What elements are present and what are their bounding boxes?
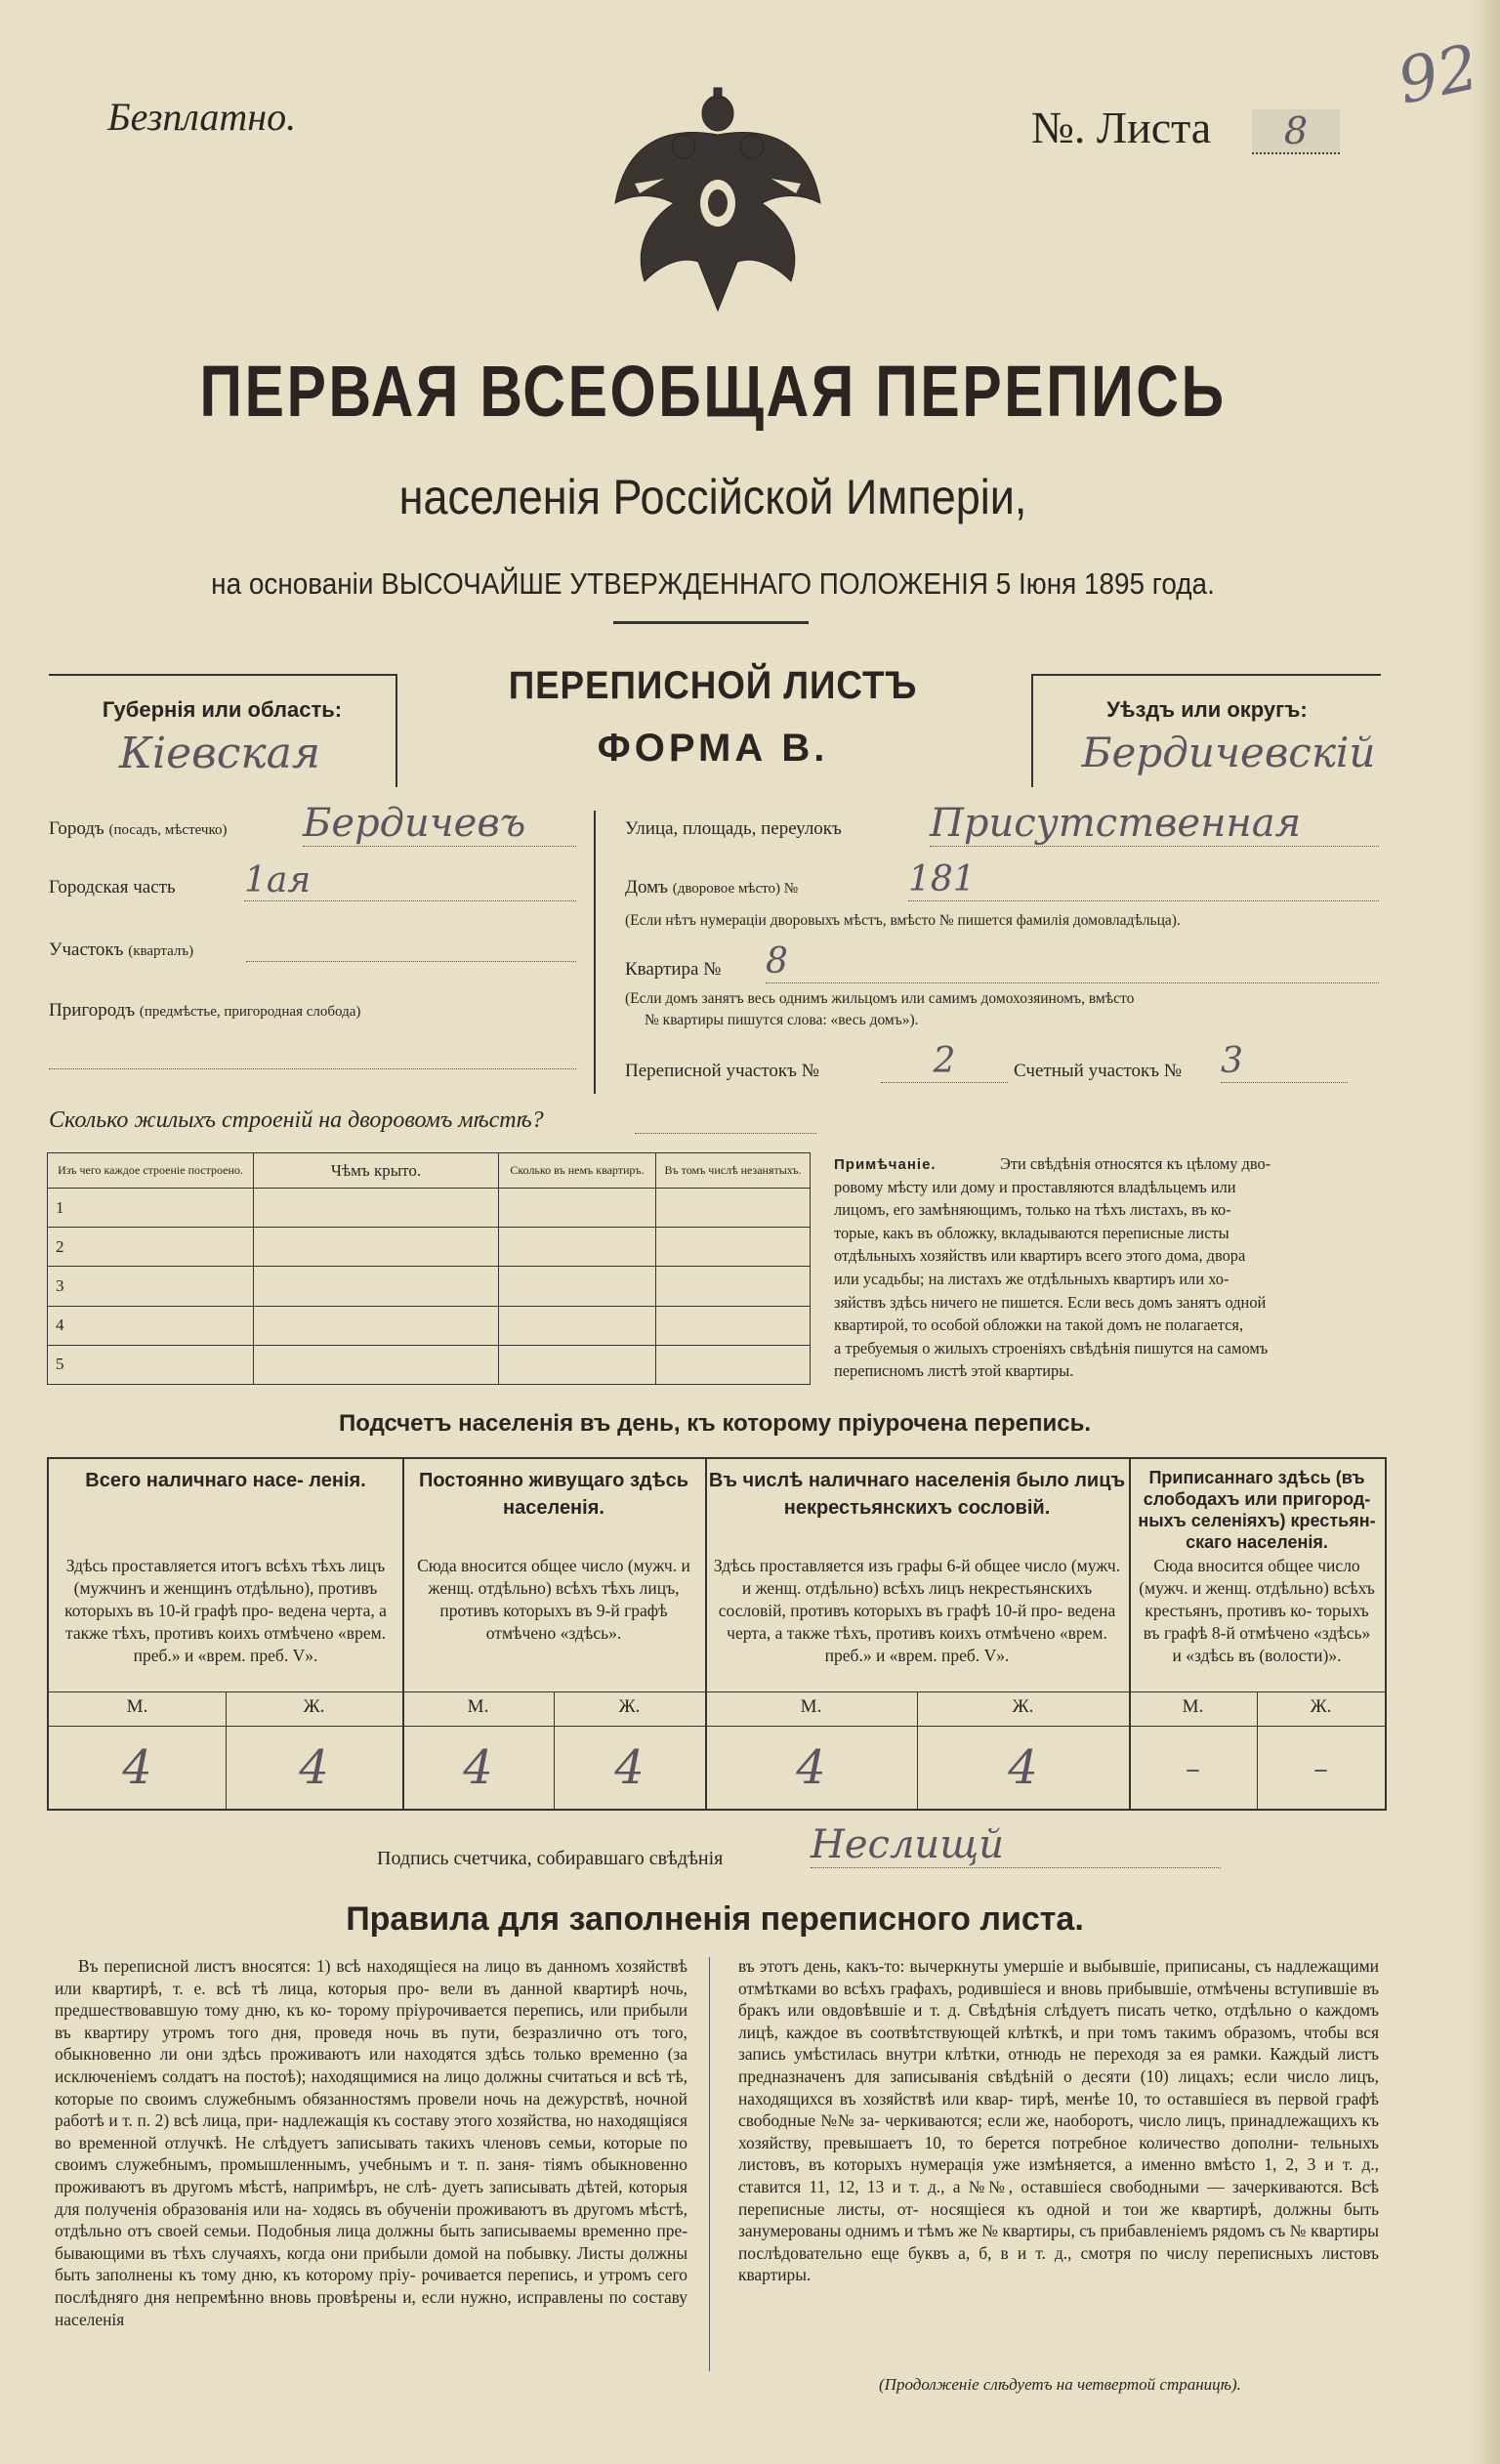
tally-col-body: Здѣсь проставляется изъ графы 6-й общее число (мужч. и женщ. отдѣльно) всѣхъ лицъ некрестьянскихъ сословій, противъ которыхъ въ графѣ 10-й про- ведена черта, а также тѣхъ, противъ коихъ отмѣчено «врем. преб.» и «врем. преб. V».: [713, 1556, 1121, 1665]
title-wrap: [39, 350, 1387, 433]
note-line: лицомъ, его замѣняющимъ, только на тѣхъ листахъ, въ ко-: [834, 1200, 1231, 1220]
tally-col-head: Въ числѣ наличнаго населенія было лицъ некрестьянскихъ сословій.: [708, 1470, 1126, 1519]
buildings-table: [47, 1152, 811, 1385]
uezd-value: Бердичевскій: [1081, 729, 1376, 776]
male-value: 4: [796, 1740, 826, 1795]
tally-col-head: Постоянно живущаго здѣсь населенія.: [418, 1470, 689, 1519]
note-line: Эти свѣдѣнія относятся къ цѣлому дво-: [1000, 1154, 1271, 1173]
table-row: [48, 1228, 811, 1267]
apartment-label: Квартира №: [625, 959, 722, 980]
uezd-box: [1031, 674, 1381, 787]
sheet-number-text: №. Листа: [1031, 103, 1212, 152]
count-area-label: Счетный участокъ №: [1014, 1061, 1182, 1081]
table-row: [48, 1267, 811, 1306]
tally-table: [47, 1457, 1387, 1811]
sheet-number-label: [1031, 102, 1211, 153]
table-row: [48, 1189, 811, 1228]
free-label: Безплатно.: [107, 95, 297, 139]
house-value: 181: [908, 859, 1379, 901]
col-apartments: Сколько въ немъ квартиръ.: [499, 1153, 656, 1189]
note-line: торые, какъ въ обложку, вкладываются переписные листы: [834, 1223, 1229, 1242]
female-header: Ж.: [1012, 1696, 1034, 1717]
female-value: –: [1313, 1752, 1328, 1786]
precinct-label: Участокъ: [49, 940, 124, 960]
note-line: ровому мѣсту или дому и проставляются владѣльцемъ или: [834, 1177, 1236, 1196]
col-roof: Чѣмъ крыто.: [254, 1153, 499, 1189]
note-label: Примѣчаніе.: [834, 1156, 937, 1173]
row-number: 2: [48, 1228, 254, 1267]
page-title: ПЕРВАЯ ВСЕОБЩАЯ ПЕРЕПИСЬ: [199, 351, 1227, 432]
male-header: М.: [800, 1696, 822, 1717]
note-line: переписномъ листѣ этой квартиры.: [834, 1361, 1074, 1381]
house-note: (дворовое мѣсто) №: [672, 881, 799, 897]
suburb-note: (предмѣстье, пригородная слобода): [139, 1004, 361, 1020]
form-name: ФОРМА В.: [597, 727, 829, 770]
col-material: Изъ чего каждое строеніе построено.: [48, 1153, 254, 1189]
note-block: [834, 1152, 1383, 1383]
tally-title: Подсчетъ населенія въ день, къ которому пріурочена перепись.: [339, 1410, 1091, 1437]
apartment-hint-1: (Если домъ занятъ весь однимъ жильцомъ или самимъ домохозяиномъ, вмѣсто: [625, 990, 1135, 1007]
tally-col-permanent: [402, 1459, 707, 1809]
city-line: [49, 818, 228, 840]
note-label-wrap: [834, 1152, 1000, 1176]
city-label: Городъ: [49, 818, 104, 839]
divider: [613, 621, 809, 624]
street-value: Присутственная: [930, 801, 1379, 847]
row-number: 3: [48, 1267, 254, 1306]
note-line: квартирой, то особой обложки на такой домъ не полагается,: [834, 1316, 1244, 1335]
female-value: 4: [614, 1740, 645, 1795]
tally-col-body: Сюда вносится общее число (мужч. и женщ. отдѣльно) всѣхъ тѣхъ лицъ, противъ которыхъ въ 9-й графѣ отмѣчено «здѣсь».: [417, 1556, 690, 1643]
city-value: Бердичевъ: [303, 801, 576, 847]
rules-divider: [709, 1957, 710, 2371]
tally-col-non-peasant: [705, 1459, 1131, 1809]
female-header: Ж.: [618, 1696, 641, 1717]
tally-col-total: [49, 1459, 404, 1809]
note-line: зяйствъ здѣсь ничего не пишется. Если весь домъ занятъ одной: [834, 1292, 1267, 1312]
precinct-line: [49, 940, 193, 961]
suburb-label: Пригородъ: [49, 1000, 136, 1021]
archive-number: 92: [1392, 31, 1485, 119]
tally-col-head: Приписаннаго здѣсь (въ слободахъ или пригород- ныхъ селеніяхъ) крестьян- скаго населенія.: [1138, 1468, 1376, 1552]
male-value: 4: [122, 1740, 152, 1795]
row-number: 4: [48, 1306, 254, 1345]
tally-col-head: Всего наличнаго насе- ленія.: [85, 1470, 366, 1491]
sheet-number-value: 8: [1252, 109, 1340, 154]
apartment-hint-2: № квартиры пишутся слова: «весь домъ»).: [645, 1012, 919, 1028]
gubernia-value: Кіевская: [118, 729, 321, 778]
district-value: 1ая: [244, 861, 576, 901]
female-header: Ж.: [1310, 1696, 1332, 1717]
house-label: Домъ: [625, 877, 668, 898]
male-header: М.: [467, 1696, 489, 1717]
suburb-line: [49, 1000, 360, 1022]
apartment-value: 8: [766, 941, 1379, 983]
house-line: [625, 877, 798, 898]
table-row: [48, 1345, 811, 1384]
address-divider: [594, 811, 596, 1094]
house-hint: (Если нѣтъ нумераціи дворовыхъ мѣстъ, вмѣсто № пишется фамилія домовладѣльца).: [625, 912, 1181, 929]
female-header: Ж.: [303, 1696, 325, 1717]
suburb-value: [49, 1047, 576, 1069]
tally-col-body: Сюда вносится общее число (мужч. и женщ. отдѣльно) всѣхъ крестьянъ, противъ ко- торыхъ въ графѣ 8-й отмѣчено «здѣсь» и «здѣсь въ (волости)».: [1139, 1556, 1375, 1665]
tally-col-body: Здѣсь проставляется итогъ всѣхъ тѣхъ лицъ (мужчинъ и женщинъ отдѣльно), противъ которыхъ въ 10-й графѣ про- ведена черта, а также тѣхъ, противъ коихъ отмѣчено «врем. преб.» и «врем. преб. V».: [64, 1556, 387, 1665]
male-header: М.: [1182, 1696, 1204, 1717]
row-number: 1: [48, 1189, 254, 1228]
uezd-label: Уѣздъ или округъ:: [1106, 697, 1308, 722]
male-header: М.: [126, 1696, 148, 1717]
buildings-question: Сколько жилыхъ строеній на дворовомъ мѣстѣ?: [49, 1107, 544, 1133]
tally-split: [1257, 1691, 1258, 1809]
district-label: Городская часть: [49, 877, 176, 898]
gubernia-box: [49, 674, 397, 787]
continued-note: (Продолженіе слѣдуетъ на четвертой страницѣ).: [879, 2375, 1241, 2394]
tally-col-peasant: [1129, 1459, 1385, 1809]
col-vacant: Въ томъ числѣ незанятыхъ.: [656, 1153, 811, 1189]
male-value: –: [1186, 1752, 1200, 1786]
signature-label: Подпись счетчика, собиравшаго свѣдѣнія: [377, 1848, 724, 1869]
legal-basis: на основаніи ВЫСОЧАЙШЕ УТВЕРЖДЕННАГО ПОЛОЖЕНІЯ 5 Іюня 1895 года.: [211, 566, 1215, 601]
subtitle: населенія Россійской Имперіи,: [398, 470, 1027, 524]
buildings-answer: [635, 1123, 816, 1134]
note-line: а требуемыя о жилыхъ строеніяхъ свѣдѣнія пишутся на самомъ: [834, 1338, 1269, 1357]
note-line: отдѣльныхъ хозяйствъ или квартиръ всего этого дома, двора: [834, 1246, 1246, 1266]
signature-value: Неслищй: [811, 1822, 1221, 1868]
table-row: [48, 1306, 811, 1345]
rules-left-column: Въ переписной листъ вносятся: 1) всѣ находящіеся на лицо въ данномъ хозяйствѣ или квартирѣ, т. е. всѣ тѣ лица, которыя про- вели въ данной квартирѣ ночь, предшествовавшую тому дню, къ ко- торому пріурочивается перепись, или прибыли въ квартиру утромъ того дня, проведя ночь въ пути, безразлично отъ того, обыкновенно ли они здѣсь проживаютъ или находятся здѣсь только временно (за исключеніемъ солдатъ на постоѣ); находящимися на лицо должны считаться и всѣ тѣ, которые по своимъ служебнымъ обязанностямъ провели ночь на дежурствѣ, ночной работѣ и т. п. 2) всѣ лица, при- надлежащія къ составу этого хозяйства, но находящіяся во временной отлучкѣ. Не слѣдуетъ записывать такихъ членовъ семьи, которые по своимъ служебнымъ, промышленнымъ, учебнымъ и т. п. заня- тіямъ обыкновенно проживаютъ въ другомъ мѣстѣ, напримѣръ, не слѣ- дуетъ записывать дѣтей, которыя для полученія образованія или на- ходясь въ обученіи проживаютъ въ другомъ мѣстѣ, отдѣльно отъ своей семьи. Подобныя лица должны быть записываемы временно пре- бывающими въ тѣхъ случаяхъ, когда они прибыли домой на побывку. Листы должны быть заполнены къ тому дню, къ которому пріу- рочивается перепись, и утромъ сего послѣдняго дня непремѣнно вновь провѣрены и, если нужно, исправлены по составу населенія: [55, 1956, 688, 2329]
female-value: 4: [299, 1740, 329, 1795]
rules-right-column: въ этотъ день, какъ-то: вычеркнуты умершіе и выбывшіе, приписаны, съ надлежащими отмѣтками во всѣхъ графахъ, родившіеся и вновь прибывшіе, отмѣчены вступившіе въ бракъ или овдовѣвшіе и т. д. Свѣдѣнія слѣдуетъ писать четко, отдѣльно о каждомъ лицѣ, каждое въ соотвѣтствующей клѣткѣ, и при томъ такимъ образомъ, чтобы вся запись умѣстилась внутри клѣтки, отнюдь не переходя за ея рамки. Каждый листъ предназначенъ для записыванія свѣдѣній о десяти (10) лицахъ; если число лицъ, находящихся въ хозяйствѣ или квар- тирѣ, менѣе 10, то оставшіеся въ первой графѣ свободные №№ за- черкиваются; если же, наоборотъ, число лицъ, принадлежащихъ къ хозяйству, превышаетъ 10, то берется потребное количество дополни- тельныхъ листовъ, въ которыхъ нумерація уже измѣняется, а именно вмѣсто 1, 2, 3 и т. д., ставится 11, 12, 13 и т. д., а №№, оставшіеся свободными — зачеркиваются. Всѣ переписные листы, от- носящіеся къ одной и тои же квартирѣ, должны быть занумерованы однимъ и тѣмъ же № квартиры, съ прибавленіемъ рядомъ съ № квартиры послѣдовательно еще буквъ а, б, в и т. д., смотря по числу переписныхъ листовъ квартиры.: [738, 1956, 1379, 2285]
city-note: (посадъ, мѣстечко): [108, 822, 228, 838]
row-number: 5: [48, 1345, 254, 1384]
female-value: 4: [1008, 1740, 1038, 1795]
form-title: ПЕРЕПИСНОЙ ЛИСТЪ: [508, 664, 918, 707]
precinct-value: [246, 938, 576, 962]
count-area-value: 3: [1221, 1041, 1348, 1083]
precinct-note: (кварталъ): [128, 943, 194, 959]
male-value: 4: [463, 1740, 493, 1795]
rules-title: Правила для заполненія переписного листа.: [346, 1900, 1084, 1938]
page-edge: [1471, 0, 1500, 2464]
census-area-value: 2: [881, 1041, 1008, 1083]
census-area-label: Переписной участокъ №: [625, 1061, 819, 1081]
street-label: Улица, площадь, переулокъ: [625, 818, 842, 839]
note-line: или усадьбы; на листахъ же отдѣльныхъ квартиръ или хо-: [834, 1269, 1229, 1288]
gubernia-label: Губернія или область:: [102, 697, 343, 722]
